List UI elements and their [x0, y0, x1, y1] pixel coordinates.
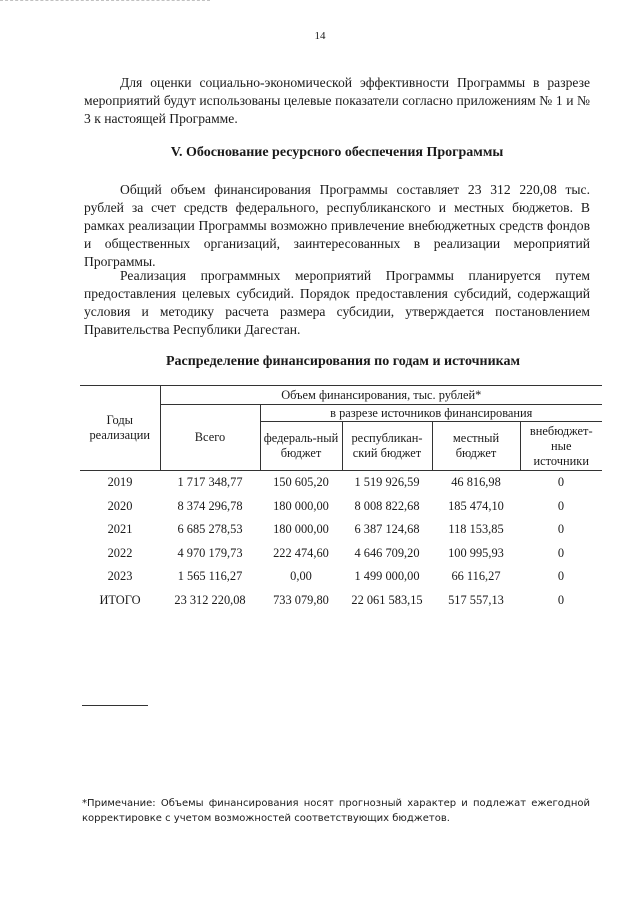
cell-republican: 6 387 124,68 — [354, 522, 420, 537]
section-heading: V. Обоснование ресурсного обеспечения Программы — [170, 145, 504, 160]
cell-total: 1 565 116,27 — [177, 569, 243, 584]
cell-local: 100 995,93 — [448, 545, 504, 560]
cell-federal: 0,00 — [290, 569, 312, 584]
scan-artifact — [0, 0, 210, 4]
paragraph-subsidies: Реализация программных мероприятий Программы планируется путем предоставления целевых субсидий. Порядок предоставления субсидий, содержащий условия и методику расчета размера субсидии, утверждается постановлением Правительства Республики Дагестан. — [84, 268, 590, 337]
cell-federal: 150 605,20 — [273, 475, 329, 490]
total-row — [80, 589, 602, 613]
cell-extra: 0 — [557, 592, 565, 607]
cell-republican: 8 008 822,68 — [354, 498, 420, 513]
cell-federal: 733 079,80 — [273, 592, 329, 607]
cell-year: 2023 — [107, 569, 133, 584]
table-row — [80, 471, 602, 495]
cell-local: 118 153,85 — [448, 522, 504, 537]
cell-total: 23 312 220,08 — [174, 592, 246, 607]
header-total: Всего — [160, 405, 260, 471]
cell-local: 185 474,10 — [448, 498, 504, 513]
footnote-divider — [82, 705, 148, 706]
cell-extra: 0 — [557, 545, 565, 560]
cell-republican: 22 061 583,15 — [351, 592, 423, 607]
header-republican: республикан-ский бюджет — [342, 422, 432, 471]
cell-total: 8 374 296,78 — [177, 498, 243, 513]
header-extrabudget: внебюджет-ные источники — [520, 422, 602, 471]
cell-local: 66 116,27 — [451, 569, 501, 584]
table-row — [80, 518, 602, 542]
cell-republican: 4 646 709,20 — [354, 545, 420, 560]
cell-federal: 222 474,60 — [273, 545, 329, 560]
cell-federal: 180 000,00 — [273, 522, 329, 537]
cell-year: 2019 — [107, 475, 133, 490]
financing-table — [80, 385, 602, 612]
page-number: 14 — [314, 30, 326, 42]
cell-extra: 0 — [557, 475, 565, 490]
cell-extra: 0 — [557, 569, 565, 584]
cell-federal: 180 000,00 — [273, 498, 329, 513]
header-local: местный бюджет — [432, 422, 520, 471]
cell-republican: 1 519 926,59 — [354, 475, 420, 490]
cell-local: 517 557,13 — [448, 592, 504, 607]
footnote: *Примечание: Объемы финансирования носят прогнозный характер и подлежат ежегодной корректировке с учетом возможностей соответствующих бюджетов. — [82, 798, 590, 824]
table-row — [80, 565, 602, 589]
paragraph-financing-volume: Общий объем финансирования Программы составляет 23 312 220,08 тыс. рублей за счет средств федерального, республиканского и местных бюджетов. В рамках реализации Программы возможно привлечение внебюджетных средств фондов и общественных организаций, заинтересованных в реализации мероприятий Программы. — [84, 182, 590, 269]
paragraph-evaluation: Для оценки социально-экономической эффективности Программы в разрезе мероприятий будут использованы целевые показатели согласно приложениям № 1 и № 3 к настоящей Программе. — [84, 75, 590, 126]
cell-local: 46 816,98 — [451, 475, 501, 490]
header-years: Годы реализации — [80, 386, 160, 471]
cell-total: 1 717 348,77 — [177, 475, 243, 490]
cell-total: 6 685 278,53 — [177, 522, 243, 537]
cell-total: 4 970 179,73 — [177, 545, 243, 560]
cell-republican: 1 499 000,00 — [354, 569, 420, 584]
cell-year: 2021 — [107, 522, 133, 537]
table-row — [80, 495, 602, 519]
table-title: Распределение финансирования по годам и источникам — [165, 354, 521, 369]
table-row — [80, 542, 602, 566]
header-by-source: в разрезе источников финансирования — [260, 405, 602, 422]
cell-extra: 0 — [557, 498, 565, 513]
cell-total-label: ИТОГО — [99, 592, 141, 607]
cell-year: 2022 — [107, 545, 133, 560]
cell-year: 2020 — [107, 498, 133, 513]
header-federal: федераль-ный бюджет — [260, 422, 342, 471]
header-volume: Объем финансирования, тыс. рублей* — [160, 386, 602, 405]
cell-extra: 0 — [557, 522, 565, 537]
